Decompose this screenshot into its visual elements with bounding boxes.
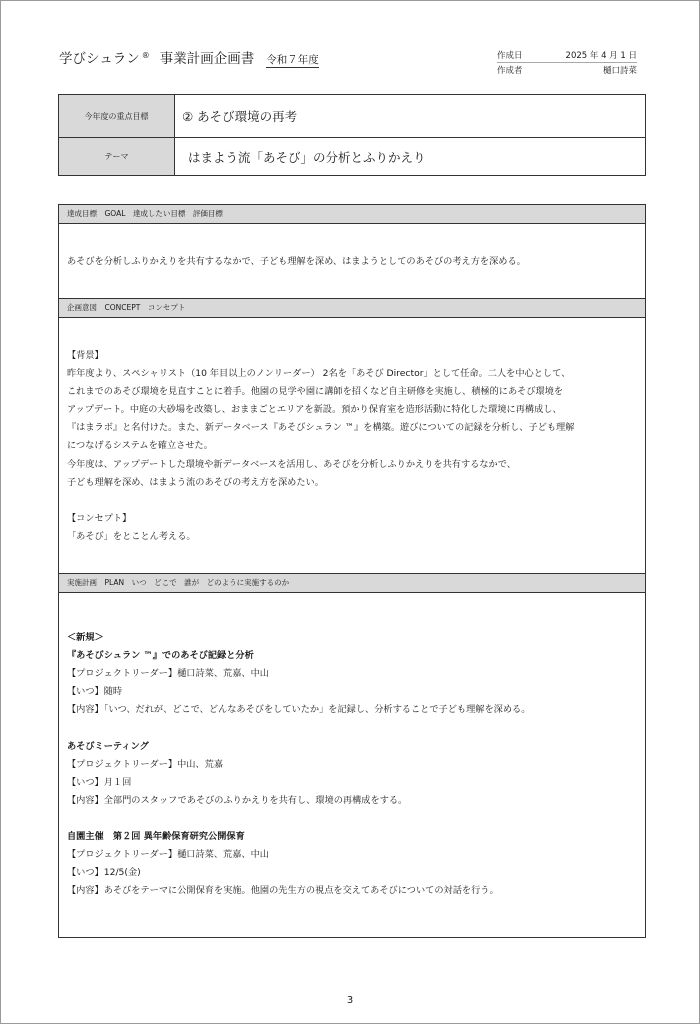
theme-value: はまよう流「あそび」の分析とふりかえり bbox=[188, 149, 426, 165]
doc-title: 事業計画企画書 bbox=[159, 51, 255, 67]
document-title bbox=[59, 47, 319, 67]
concept-section-heading: 企画意図 CONCEPT コンセプト bbox=[59, 299, 645, 318]
background-line: 今年度は、アップデートした環境や新データベースを活用し、あそびを分析しふりかえりを共有するなかで、 bbox=[67, 458, 516, 470]
theme-label: テーマ bbox=[59, 138, 175, 175]
plan-item bbox=[67, 828, 645, 900]
plan-item-content: 【内容】全部門のスタッフであそびのふりかえりを共有し、環境の再構成をする。 bbox=[67, 794, 408, 806]
plan-section-heading: 実施計画 PLAN いつ どこで 誰が どのように実施するのか bbox=[59, 574, 645, 593]
concept-text: 「あそび」をとことん考える。 bbox=[67, 530, 196, 542]
background-line: 子ども理解を深め、はまよう流のあそびの考え方を深めたい。 bbox=[67, 476, 324, 488]
page-number: 3 bbox=[346, 995, 354, 1006]
new-label: ＜新規＞ bbox=[67, 632, 104, 643]
created-label: 作成日 bbox=[497, 51, 523, 61]
background-line: これまでのあそび環境を見直すことに着手。他園の見学や園に講師を招くなど自主研修を実施し、積極的にあそび環境を bbox=[67, 386, 564, 398]
theme-row bbox=[59, 137, 645, 175]
spacer bbox=[67, 719, 645, 737]
plan-section bbox=[58, 573, 646, 938]
background-line: アップデート。中庭の大砂場を改築し、おままごとエリアを新設。預かり保育室を造形活動に特化した環境に再構成し、 bbox=[67, 404, 562, 416]
author-row bbox=[497, 64, 637, 76]
plan-item-leader: 【プロジェクトリーダー】中山、荒嘉 bbox=[67, 758, 224, 770]
brand-name: 学びシュラン bbox=[59, 51, 140, 67]
spacer bbox=[67, 810, 645, 828]
background-line: 昨年度より、スペシャリスト（10 年目以上のノンリーダー） 2名を「あそび Director」として任命。二人を中心として、 bbox=[67, 368, 571, 380]
created-value: 2025 年 4 月 1 日 bbox=[565, 51, 637, 61]
summary-table bbox=[58, 94, 646, 176]
concept-section-body bbox=[59, 318, 645, 574]
background-line: 『はまラボ』と名付けた。また、新データベース『あそびシュラン ™』を構築。遊びについての記録を分析し、子ども理解 bbox=[67, 422, 575, 434]
spacer bbox=[67, 492, 645, 510]
plan-item-content: 【内容】「いつ、だれが、どこで、どんなあそびをしていたか」を記録し、分析することで子ども理解を深める。 bbox=[67, 704, 531, 716]
registered-mark: ® bbox=[141, 51, 150, 60]
background-label: 【背景】 bbox=[67, 350, 104, 361]
plan-item-title: 『あそびシュラン ™』でのあそび記録と分析 bbox=[67, 650, 254, 662]
plan-item-when: 【いつ】12/5(金) bbox=[67, 867, 141, 879]
goal-text: あそびを分析しふりかえりを共有するなかで、子ども理解を深め、はまようとしてのあそびの考え方を深める。 bbox=[67, 256, 526, 267]
focus-goal-row bbox=[59, 95, 645, 137]
concept-label: 【コンセプト】 bbox=[67, 512, 132, 524]
author-value: 樋口詩菜 bbox=[602, 66, 637, 76]
goal-section bbox=[58, 204, 646, 299]
plan-item-title: 自園主催 第２回 異年齢保育研究公開保育 bbox=[67, 831, 245, 843]
focus-goal-label: 今年度の重点目標 bbox=[59, 95, 175, 137]
plan-item-title: あそびミーティング bbox=[67, 740, 149, 752]
plan-item-leader: 【プロジェクトリーダー】樋口詩菜、荒嘉、中山 bbox=[67, 849, 269, 861]
focus-goal-value: ② あそび環境の再考 bbox=[182, 109, 298, 124]
created-date-row bbox=[497, 49, 637, 63]
plan-item bbox=[67, 738, 645, 810]
fiscal-year: 令和７年度 bbox=[266, 54, 319, 66]
plan-item-when: 【いつ】月１回 bbox=[67, 776, 132, 788]
plan-item-leader: 【プロジェクトリーダー】樋口詩菜、荒嘉、中山 bbox=[67, 668, 269, 680]
plan-section-body bbox=[59, 593, 645, 937]
plan-item-when: 【いつ】随時 bbox=[67, 686, 123, 698]
plan-item-content: 【内容】あそびをテーマに公開保育を実施。他園の先生方の視点を交えてあそびについての対話を行う。 bbox=[67, 885, 499, 897]
goal-section-body bbox=[59, 224, 645, 299]
background-line: につなげるシステムを確立させた。 bbox=[67, 440, 213, 452]
plan-item bbox=[67, 647, 645, 719]
goal-section-heading: 達成目標 GOAL 達成したい目標 評価目標 bbox=[59, 205, 645, 224]
concept-section bbox=[58, 298, 646, 574]
author-label: 作成者 bbox=[497, 66, 523, 76]
